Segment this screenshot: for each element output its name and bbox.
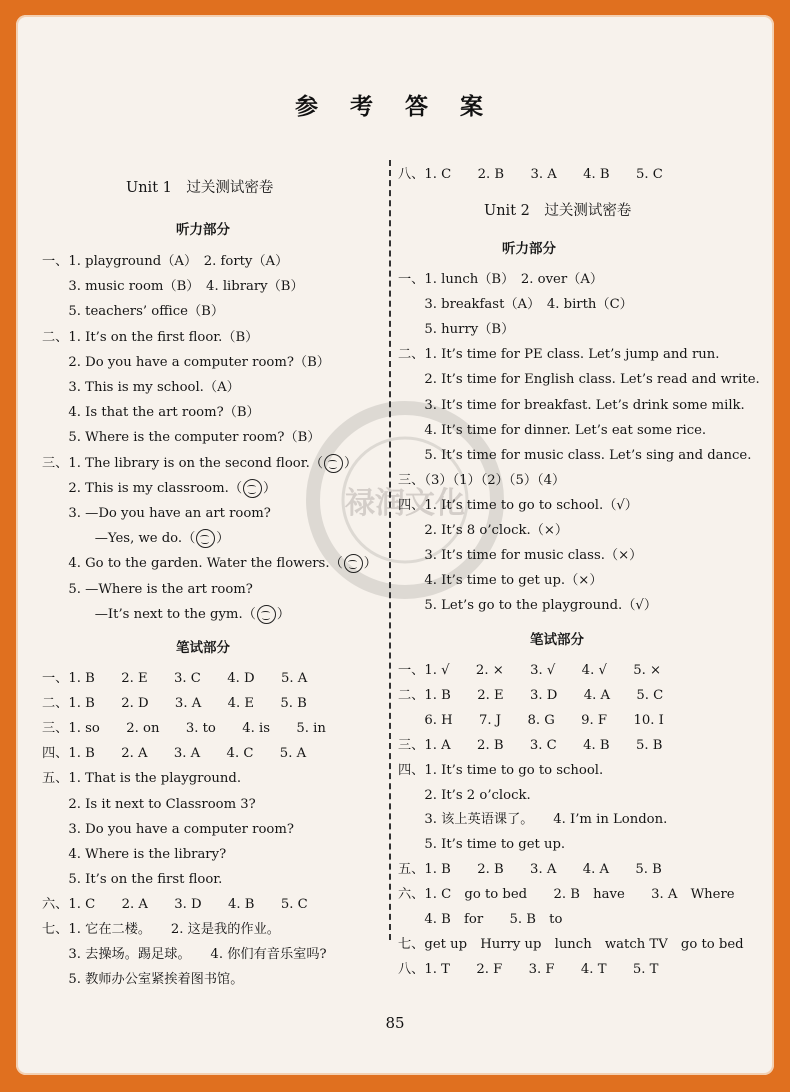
answer-line bbox=[398, 368, 760, 387]
answer-line bbox=[42, 401, 260, 420]
answer-line bbox=[42, 868, 222, 887]
page-title: 参 考 答 案 bbox=[294, 93, 496, 120]
answer-text: 5. It’s time to get up. bbox=[398, 837, 566, 853]
close-paren: ） bbox=[343, 455, 358, 471]
answer-line bbox=[42, 818, 294, 837]
answer-text: 3. 该上英语课了。 4. I’m in London. bbox=[398, 812, 668, 828]
answer-text: 2. Is it next to Classroom 3? bbox=[42, 796, 256, 812]
answer-line bbox=[42, 793, 256, 812]
answer-line bbox=[398, 734, 662, 753]
answer-text: 三、（3）（1）（2）（5）（4） bbox=[398, 472, 566, 488]
answer-text: 五、1. That is the playground. bbox=[42, 771, 242, 787]
answer-text: 4. It’s time to get up.（×） bbox=[398, 573, 603, 589]
answer-text: 5. teachers’ office（B） bbox=[42, 304, 225, 320]
unit1-writing-heading: 笔试部分 bbox=[176, 640, 230, 656]
answer-text: 3. —Do you have an art room? bbox=[42, 506, 271, 521]
answer-text: 七、get up Hurry up lunch watch TV go to bed bbox=[398, 936, 744, 952]
answer-text: 5. Where is the computer room?（B） bbox=[42, 430, 321, 446]
answer-line bbox=[398, 659, 661, 678]
answer-line bbox=[42, 275, 304, 294]
answer-text: 2. It’s 8 o’clock.（×） bbox=[398, 523, 569, 538]
face-icon bbox=[196, 529, 215, 548]
answer-line bbox=[398, 933, 744, 952]
answer-line bbox=[398, 419, 706, 438]
face-icon bbox=[324, 454, 343, 473]
answer-text: 三、1. A 2. B 3. C 4. B 5. B bbox=[398, 737, 663, 753]
answer-line bbox=[398, 469, 565, 488]
answer-text: 2. It’s 2 o’clock. bbox=[398, 787, 531, 803]
answer-line bbox=[42, 300, 224, 319]
answer-text: 一、1. B 2. E 3. C 4. D 5. A bbox=[42, 671, 308, 686]
face-icon bbox=[257, 605, 276, 624]
answer-text: 5. It’s time for music class. Let’s sing and dance. bbox=[398, 447, 752, 463]
answer-text: 二、1. B 2. D 3. A 4. E 5. B bbox=[42, 696, 307, 712]
close-paren: ） bbox=[363, 556, 377, 572]
answer-line bbox=[398, 343, 719, 362]
answer-line bbox=[42, 667, 307, 686]
answer-text: 4. It’s time for dinner. Let’s eat some rice. bbox=[398, 422, 707, 438]
answer-text: 八、1. T 2. F 3. F 4. T 5. T bbox=[398, 961, 659, 977]
answer-text: 5. Let’s go to the playground.（√） bbox=[398, 598, 658, 614]
unit1-listening-heading: 听力部分 bbox=[176, 222, 230, 238]
face-icon bbox=[243, 479, 262, 498]
answer-text: —It’s next to the gym.（ bbox=[42, 606, 256, 622]
answer-line bbox=[42, 376, 240, 395]
answer-line bbox=[398, 594, 657, 613]
close-paren: ） bbox=[276, 606, 291, 622]
answer-text: 5. hurry（B） bbox=[398, 322, 515, 338]
answer-line bbox=[42, 527, 229, 548]
answer-line bbox=[398, 293, 633, 312]
answer-text: 三、1. The library is on the second floor.（ bbox=[42, 455, 323, 471]
unit2-listening-heading: 听力部分 bbox=[502, 241, 556, 257]
answer-line bbox=[42, 968, 243, 987]
answer-text: 2. This is my classroom.（ bbox=[42, 480, 243, 496]
answer-line bbox=[398, 883, 735, 902]
answer-text: —Yes, we do.（ bbox=[42, 531, 196, 547]
answer-line bbox=[42, 918, 280, 937]
answer-text: 3. This is my school.（A） bbox=[42, 380, 240, 395]
answer-text: 六、1. C 2. A 3. D 4. B 5. C bbox=[42, 896, 308, 912]
answer-text: 五、1. B 2. B 3. A 4. A 5. B bbox=[398, 862, 662, 878]
unit1-part8-answers: 八、1. C 2. B 3. A 4. B 5. C bbox=[398, 167, 663, 182]
answer-line bbox=[42, 426, 320, 445]
face-icon bbox=[344, 554, 363, 573]
answer-text: 六、1. C go to bed 2. B have 3. A Where bbox=[398, 887, 735, 903]
answer-text: 二、1. B 2. E 3. D 4. A 5. C bbox=[398, 687, 664, 703]
answer-text: 4. Where is the library? bbox=[42, 846, 227, 862]
answer-text: 3. It’s time for music class.（×） bbox=[398, 548, 643, 564]
answer-line bbox=[42, 692, 307, 711]
answer-text: 3. It’s time for breakfast. Let’s drink some milk. bbox=[398, 397, 745, 413]
answer-text: 4. Go to the garden. Water the flowers.（ bbox=[42, 556, 343, 572]
answer-text: 4. Is that the art room?（B） bbox=[42, 405, 260, 421]
answer-text: 3. music room（B） 4. library（B） bbox=[42, 279, 304, 295]
answer-text: 一、1. lunch（B） 2. over（A） bbox=[398, 272, 604, 287]
answer-line bbox=[42, 717, 326, 736]
answer-line bbox=[398, 759, 603, 778]
answer-line bbox=[398, 268, 603, 287]
answer-line bbox=[398, 858, 662, 877]
answer-line bbox=[398, 684, 663, 703]
answer-line bbox=[42, 893, 308, 912]
answer-line bbox=[42, 578, 253, 597]
answer-line bbox=[42, 943, 327, 962]
answer-line bbox=[398, 784, 531, 803]
answer-line bbox=[42, 452, 357, 473]
answer-text: 6. H 7. J 8. G 9. F 10. I bbox=[398, 712, 664, 728]
column-divider bbox=[389, 160, 391, 940]
close-paren: ） bbox=[216, 531, 230, 547]
answer-line bbox=[398, 494, 638, 513]
answer-text: 四、1. It’s time to go to school.（√） bbox=[398, 497, 638, 513]
answer-line bbox=[398, 444, 751, 463]
answer-line bbox=[398, 808, 667, 827]
answer-text: 三、1. so 2. on 3. to 4. is 5. in bbox=[42, 721, 326, 737]
answer-line bbox=[42, 502, 271, 521]
answer-line bbox=[398, 318, 514, 337]
answer-text: 5. —Where is the art room? bbox=[42, 581, 253, 597]
answer-text: 5. It’s on the first floor. bbox=[42, 871, 223, 887]
answer-line bbox=[398, 569, 603, 588]
answer-text: 一、1. √ 2. × 3. √ 4. √ 5. × bbox=[398, 663, 662, 678]
unit2-writing-heading: 笔试部分 bbox=[530, 632, 584, 648]
answer-line bbox=[42, 742, 306, 761]
answer-line bbox=[42, 843, 226, 862]
answer-line bbox=[42, 767, 241, 786]
answer-text: 3. 去操场。踢足球。 4. 你们有音乐室吗? bbox=[42, 947, 327, 963]
answer-text: 四、1. B 2. A 3. A 4. C 5. A bbox=[42, 746, 307, 762]
answer-text: 2. It’s time for English class. Let’s read and write. bbox=[398, 372, 760, 388]
answer-text: 二、1. It’s on the first floor.（B） bbox=[42, 329, 259, 345]
watermark-text: 禄润文化 bbox=[345, 486, 465, 521]
answer-text: 4. B for 5. B to bbox=[398, 912, 563, 927]
unit2-title: Unit 2 过关测试密卷 bbox=[484, 203, 632, 219]
answer-text: 四、1. It’s time to go to school. bbox=[398, 762, 604, 778]
answer-text: 一、1. playground（A） 2. forty（A） bbox=[42, 254, 289, 269]
answer-line bbox=[398, 908, 562, 927]
unit1-title: Unit 1 过关测试密卷 bbox=[126, 180, 274, 196]
close-paren: ） bbox=[263, 480, 277, 496]
answer-line bbox=[398, 394, 745, 413]
answer-line bbox=[398, 519, 568, 538]
answer-text: 2. Do you have a computer room?（B） bbox=[42, 354, 330, 370]
answer-line bbox=[42, 326, 258, 345]
answer-line bbox=[42, 250, 288, 269]
answer-text: 3. Do you have a computer room? bbox=[42, 821, 294, 837]
page-number: 85 bbox=[385, 1014, 405, 1032]
answer-line bbox=[42, 603, 290, 624]
answer-line bbox=[398, 958, 658, 977]
answer-text: 七、1. 它在二楼。 2. 这是我的作业。 bbox=[42, 922, 280, 937]
answer-line bbox=[398, 833, 565, 852]
answer-text: 3. breakfast（A） 4. birth（C） bbox=[398, 297, 633, 313]
answer-line bbox=[42, 351, 330, 370]
answer-text: 二、1. It’s time for PE class. Let’s jump and run. bbox=[398, 347, 720, 363]
answer-line bbox=[398, 709, 664, 728]
answer-line bbox=[42, 477, 276, 498]
answer-line bbox=[398, 544, 642, 563]
answer-text: 5. 教师办公室紧挨着图书馆。 bbox=[42, 972, 244, 988]
answer-line bbox=[42, 552, 377, 573]
